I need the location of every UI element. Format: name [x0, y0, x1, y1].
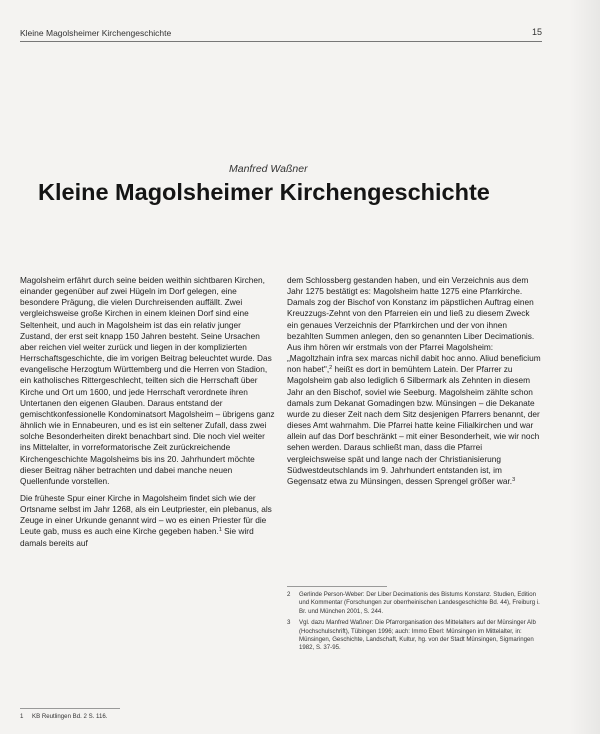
header-rule: [20, 41, 542, 42]
footnotes-left: [20, 713, 270, 724]
paragraph: Magolsheim erfährt durch seine beiden weithin sichtbaren Kirchen, einander gegenüber auf zwei Hügeln im Dorf gelegen, eine besondere Prägung, die vielen Durchreisenden auffällt. Zwei vergleichsweise große Kirchen in einem kleinen Dorf sind eine Seltenheit, und auch in Magolsheim ist das ein relativ junger Zustand, der erst seit knapp 150 Jahren besteht. Seine Ursachen aber reichen viel weiter zurück und liegen in der komplizierten Herrschaftsgeschichte, die im vorigen Beitrag beleuchtet wurde. Das evangelische Herzogtum Württemberg und die Herren von Stadion, ein katholisches Rittergeschlecht, teilten sich die Herrschaft über Kirche und Ort um 1600, und jede Herrschaft verordnete ihren Untertanen den eigenen Glauben. Daraus entstand der gemischtkonfessionelle Kondominatsort Magolsheim – übrigens ganz ähnlich wie in Ennabeuren, und es ist ein seltener Zufall, dass zwei solche Besonderheiten direkt benachbart sind. Die noch viel weiter ins Mittelalter, in vorreformatorische Zeit zurückreichende Kirchengeschichte Magolsheims bis ins 20. Jahrhundert möchte dieser Beitrag näher betrachten und dabei manche neuen Quellenfunde vorstellen.: [20, 275, 275, 486]
left-column: [20, 275, 275, 549]
footnote-text: KB Reutlingen Bd. 2 S. 116.: [32, 713, 108, 720]
footnote-number: 1: [20, 713, 24, 720]
footnote: [287, 591, 547, 616]
paragraph-text: dem Schlossberg gestanden haben, und ein Verzeichnis aus dem Jahr 1275 bestätigt es: Magolsheim hatte 1275 eine Pfarrkirche. Damals zog der Bischof von Konstanz im päpstlichen Auftrag einen Kreuzzugs-Zehnt von den Pfarreien ein und ließ zu diesem Zweck ein genaues Verzeichnis der Pfarrkirchen und der von ihnen bezahlten Summen anlegen, den so genannten Liber Decimationis. Aus ihm hören wir erstmals von der Pfarrei Magolsheim: „Magoltzhain infra sex marcas nichil dabit hoc anno. Aliud beneficium non habet",: [287, 275, 541, 375]
footnotes-right: [287, 591, 547, 656]
footnote-rule-right: [287, 586, 387, 587]
footnote: [287, 619, 547, 653]
paragraph: [287, 275, 542, 487]
footnote-text: Vgl. dazu Manfred Waßner: Die Pfarrorganisation des Mittelalters auf der Münsinger Alb (Hochschulschrift), Tübingen 1996; auch: Immo Eberl: Münsingen im Mittelalter, in: Münsingen, Geschichte, Landschaft, Kultur, hg. von der Stadt Münsingen, Sigmaringen 1982, S. 37-95.: [299, 619, 536, 652]
footnote: [20, 713, 270, 721]
page-edge-shadow: [570, 0, 600, 734]
footnote-rule-left: [20, 708, 120, 709]
paragraph-text: Die früheste Spur einer Kirche in Magolsheim findet sich wie der Ortsname selbst im Jahr 1268, als ein Leutpriester, ein plebanus, als Zeuge in einer Urkunde genannt wird – wo es einen Priester für die Leute gab, muss es auch eine Kirche gegeben haben.: [20, 492, 272, 537]
footnote-ref: 3: [512, 476, 516, 483]
footnote-ref: 2: [329, 365, 333, 372]
paragraph-text: Sie wird damals bereits auf: [20, 526, 254, 548]
article-title: Kleine Magolsheimer Kirchengeschichte: [38, 179, 490, 205]
paragraph-text: heißt es dort in bemühtem Latein. Der Pfarrer zu Magolsheim gab also lediglich 6 Silbermark als Zehnten in diesem Jahr an den Bischof, soviel wie Seeburg. Magolsheim zählte schon damals zum Dekanat Gomadingen bzw. Münsingen – die Dekanate wurde zu dieser Zeit nach dem Sitz desjenigen Pfarrers benannt, der dieses Amt wahrnahm. Die Pfarrei hatte keine Filialkirchen und war allein auf das Dorf beschränkt – mit einer Besonderheit, wie wir noch sehen werden. Daraus schließt man, dass die Pfarrei vergleichsweise spät und lange nach der Christianisierung Südwestdeutschlands im 9. Jahrhundert entstanden ist, im Gegensatz etwa zu Münsingen, dessen Sprengel größer war.: [287, 364, 540, 486]
footnote-ref: 1: [218, 527, 222, 534]
footnote-text: Gerlinde Person-Weber: Der Liber Decimationis des Bistums Konstanz. Studien, Edition und Kommentar (Forschungen zur oberrheinischen Landesgeschichte Bd. 44), Freiburg i. Br. und München 2001, S. 244.: [299, 591, 540, 615]
footnote-number: 3: [287, 619, 291, 627]
paragraph: [20, 493, 275, 549]
footnote-number: 2: [287, 591, 291, 598]
page-number: 15: [531, 27, 542, 37]
author-name: Manfred Waßner: [229, 163, 308, 175]
running-head-title: Kleine Magolsheimer Kirchengeschichte: [20, 28, 172, 38]
right-column: [287, 275, 542, 487]
